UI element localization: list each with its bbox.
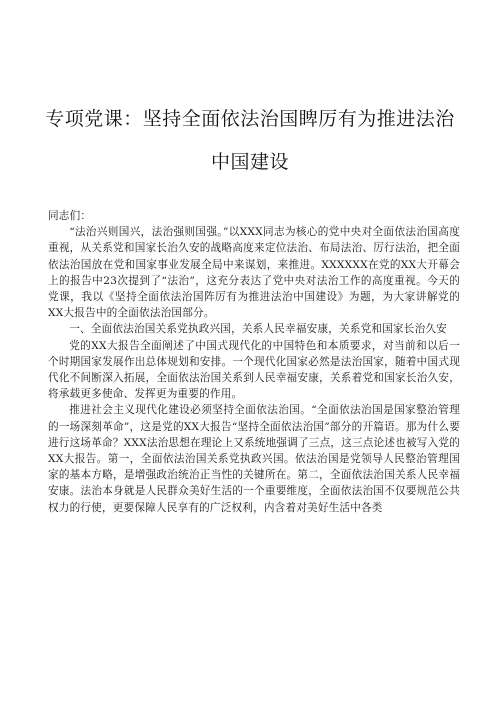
paragraph-intro: “法治兴则国兴，法治强则国强。”以XXX同志为核心的党中央对全面依法治国高度重视，从关系党和国家长治久安的战略高度来定位法治、布局法治、厉行法治，把全面依法治国放在党和国家事业发展全局中来谋划，来推进。XXXXXX在党的XX大开幕会上的报告中23次提到了“法治”，这充分表达了党中央对法治工作的高度重视。今天的党课，我以《坚持全面依法治国阵厉有为推进法治中国建设》为题，为大家讲解党的XX大报告中的全面依法治国部分。 <box>48 226 460 320</box>
salutation: 同志们： <box>48 210 92 222</box>
section-heading-1: 一、全面依法治国关系党执政兴国，关系人民幸福安康，关系党和国家长治久安 <box>69 323 447 336</box>
document-title-line-2: 中国建设 <box>210 151 289 173</box>
document-title-line-1: 专项党课：坚持全面依法治国睥厉有为推进法治 <box>45 108 455 130</box>
paragraph-section-1b: 推进社会主义现代化建设必须坚持全面依法治国。“全面依法治国是国家整治管理的一场深刻革命”，这是党的XX大报告“坚持全面依法治国”部分的开篇语。那为什么要进行这场革命？XXX法治思想在理论上又系统地强调了三点，这三点论述也被写入党的XX大报告。第一，全面依法治国关系党执政兴国。依法治国是党领导人民整治管理国家的基本方略，是增强政治统治正当性的关键所在。第二，全面依法治国关系人民幸福安康。法治本身就是人民群众美好生活的一个重要维度，全面依法治国不仅要规范公共权力的行使，更要保障人民享有的广泛权利，内含着对美好生活中各类 <box>48 404 460 514</box>
document-body <box>48 208 460 516</box>
paragraph-section-1: 党的XX大报告全面阐述了中国式现代化的中国特色和本质要求，对当前和以后一个时期国家发展作出总体规划和安排。一个现代化国家必然是法治国家，随着中国式现代化不间断深入拓展，全面依法治国关系到人民幸福安康，关系着党和国家长治久安，将承载更多使命、发挥更为重要的作用。 <box>48 339 460 401</box>
